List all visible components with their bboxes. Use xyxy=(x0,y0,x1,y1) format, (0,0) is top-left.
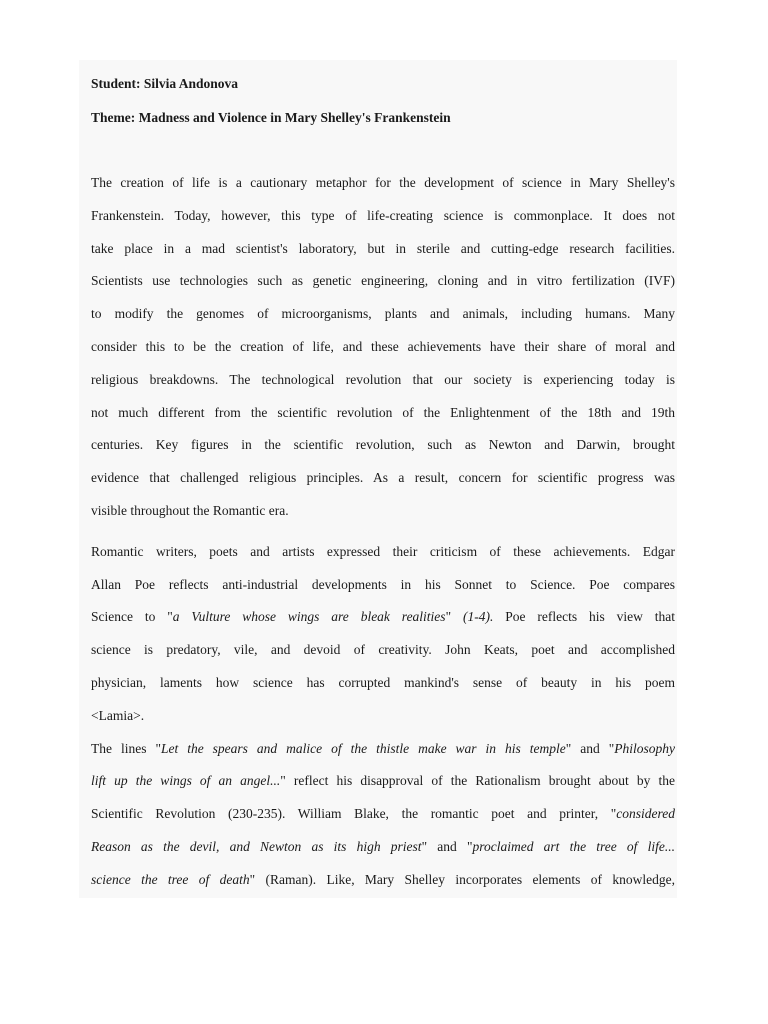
text-line: <Lamia>. xyxy=(91,707,145,723)
text-run: " and " xyxy=(421,838,473,854)
text-line: The creation of life is a cautionary metaphor for the development of science in Mary Shelley's xyxy=(91,175,675,190)
text-run: Poe reflects his view that xyxy=(493,609,675,625)
document-content xyxy=(91,74,675,897)
text-run: " (Raman). Like, Mary Shelley incorporates elements of knowledge, xyxy=(249,871,675,887)
text-line: not much different from the scientific revolution of the Enlightenment of the 18th and 19th xyxy=(91,404,675,420)
text-line: to modify the genomes of microorganisms, plants and animals, including humans. Many xyxy=(91,306,675,322)
keats-quote: Philosophy xyxy=(614,740,675,756)
paragraph-2 xyxy=(91,536,675,897)
essay-theme: Theme: Madness and Violence in Mary Shelley's Frankenstein xyxy=(91,110,451,125)
text-line: Scientists use technologies such as genetic engineering, cloning and in vitro fertilization (IVF) xyxy=(91,273,675,289)
document-page xyxy=(79,60,677,898)
text-run: Scientific Revolution (230-235). William Blake, the romantic poet and printer, " xyxy=(91,806,617,822)
text-run: " xyxy=(445,609,463,625)
text-line xyxy=(91,798,675,831)
paragraph-1 xyxy=(91,167,675,528)
student-name: Student: Silvia Andonova xyxy=(91,76,239,91)
text-line: consider this to be the creation of life, and these achievements have their share of moral and xyxy=(91,338,675,354)
text-line: take place in a mad scientist's laboratory, but in sterile and cutting-edge research facilities. xyxy=(91,240,675,256)
text-line: centuries. Key figures in the scientific revolution, such as Newton and Darwin, brought xyxy=(91,437,675,453)
text-line xyxy=(91,831,675,864)
text-line: Frankenstein. Today, however, this type of life-creating science is commonplace. It does not xyxy=(91,207,675,223)
citation: (1-4). xyxy=(462,609,494,625)
blake-quote: proclaimed art the tree of life... xyxy=(472,838,675,854)
keats-quote: lift up the wings of an angel... xyxy=(91,773,281,789)
text-line: visible throughout the Romantic era. xyxy=(91,502,289,518)
poe-quote: a Vulture whose wings are bleak realities xyxy=(172,609,446,625)
blake-quote: Reason as the devil, and Newton as its high priest xyxy=(91,838,422,854)
text-run: " reflect his disapproval of the Rationalism brought about by the xyxy=(280,773,676,789)
text-run: " and " xyxy=(565,740,615,756)
text-line: evidence that challenged religious principles. As a result, concern for scientific progress was xyxy=(91,470,675,486)
text-run: Science to " xyxy=(91,609,173,625)
text-line xyxy=(91,864,675,897)
text-line: science is predatory, vile, and devoid of creativity. John Keats, poet and accomplished xyxy=(91,642,675,658)
text-line: physician, laments how science has corrupted mankind's sense of beauty in his poem xyxy=(91,674,675,690)
keats-quote: Let the spears and malice of the thistle make war in his temple xyxy=(160,740,566,756)
text-line: religious breakdowns. The technological revolution that our society is experiencing today is xyxy=(91,371,675,387)
blake-quote: considered xyxy=(616,806,675,822)
text-line xyxy=(91,733,675,766)
text-run: The lines " xyxy=(91,740,161,756)
text-line: Allan Poe reflects anti-industrial developments in his Sonnet to Science. Poe compares xyxy=(91,576,675,592)
text-line: Romantic writers, poets and artists expressed their criticism of these achievements. Edgar xyxy=(91,543,675,559)
text-line xyxy=(91,765,675,798)
blake-quote: science the tree of death xyxy=(91,871,250,887)
text-line xyxy=(91,601,675,634)
